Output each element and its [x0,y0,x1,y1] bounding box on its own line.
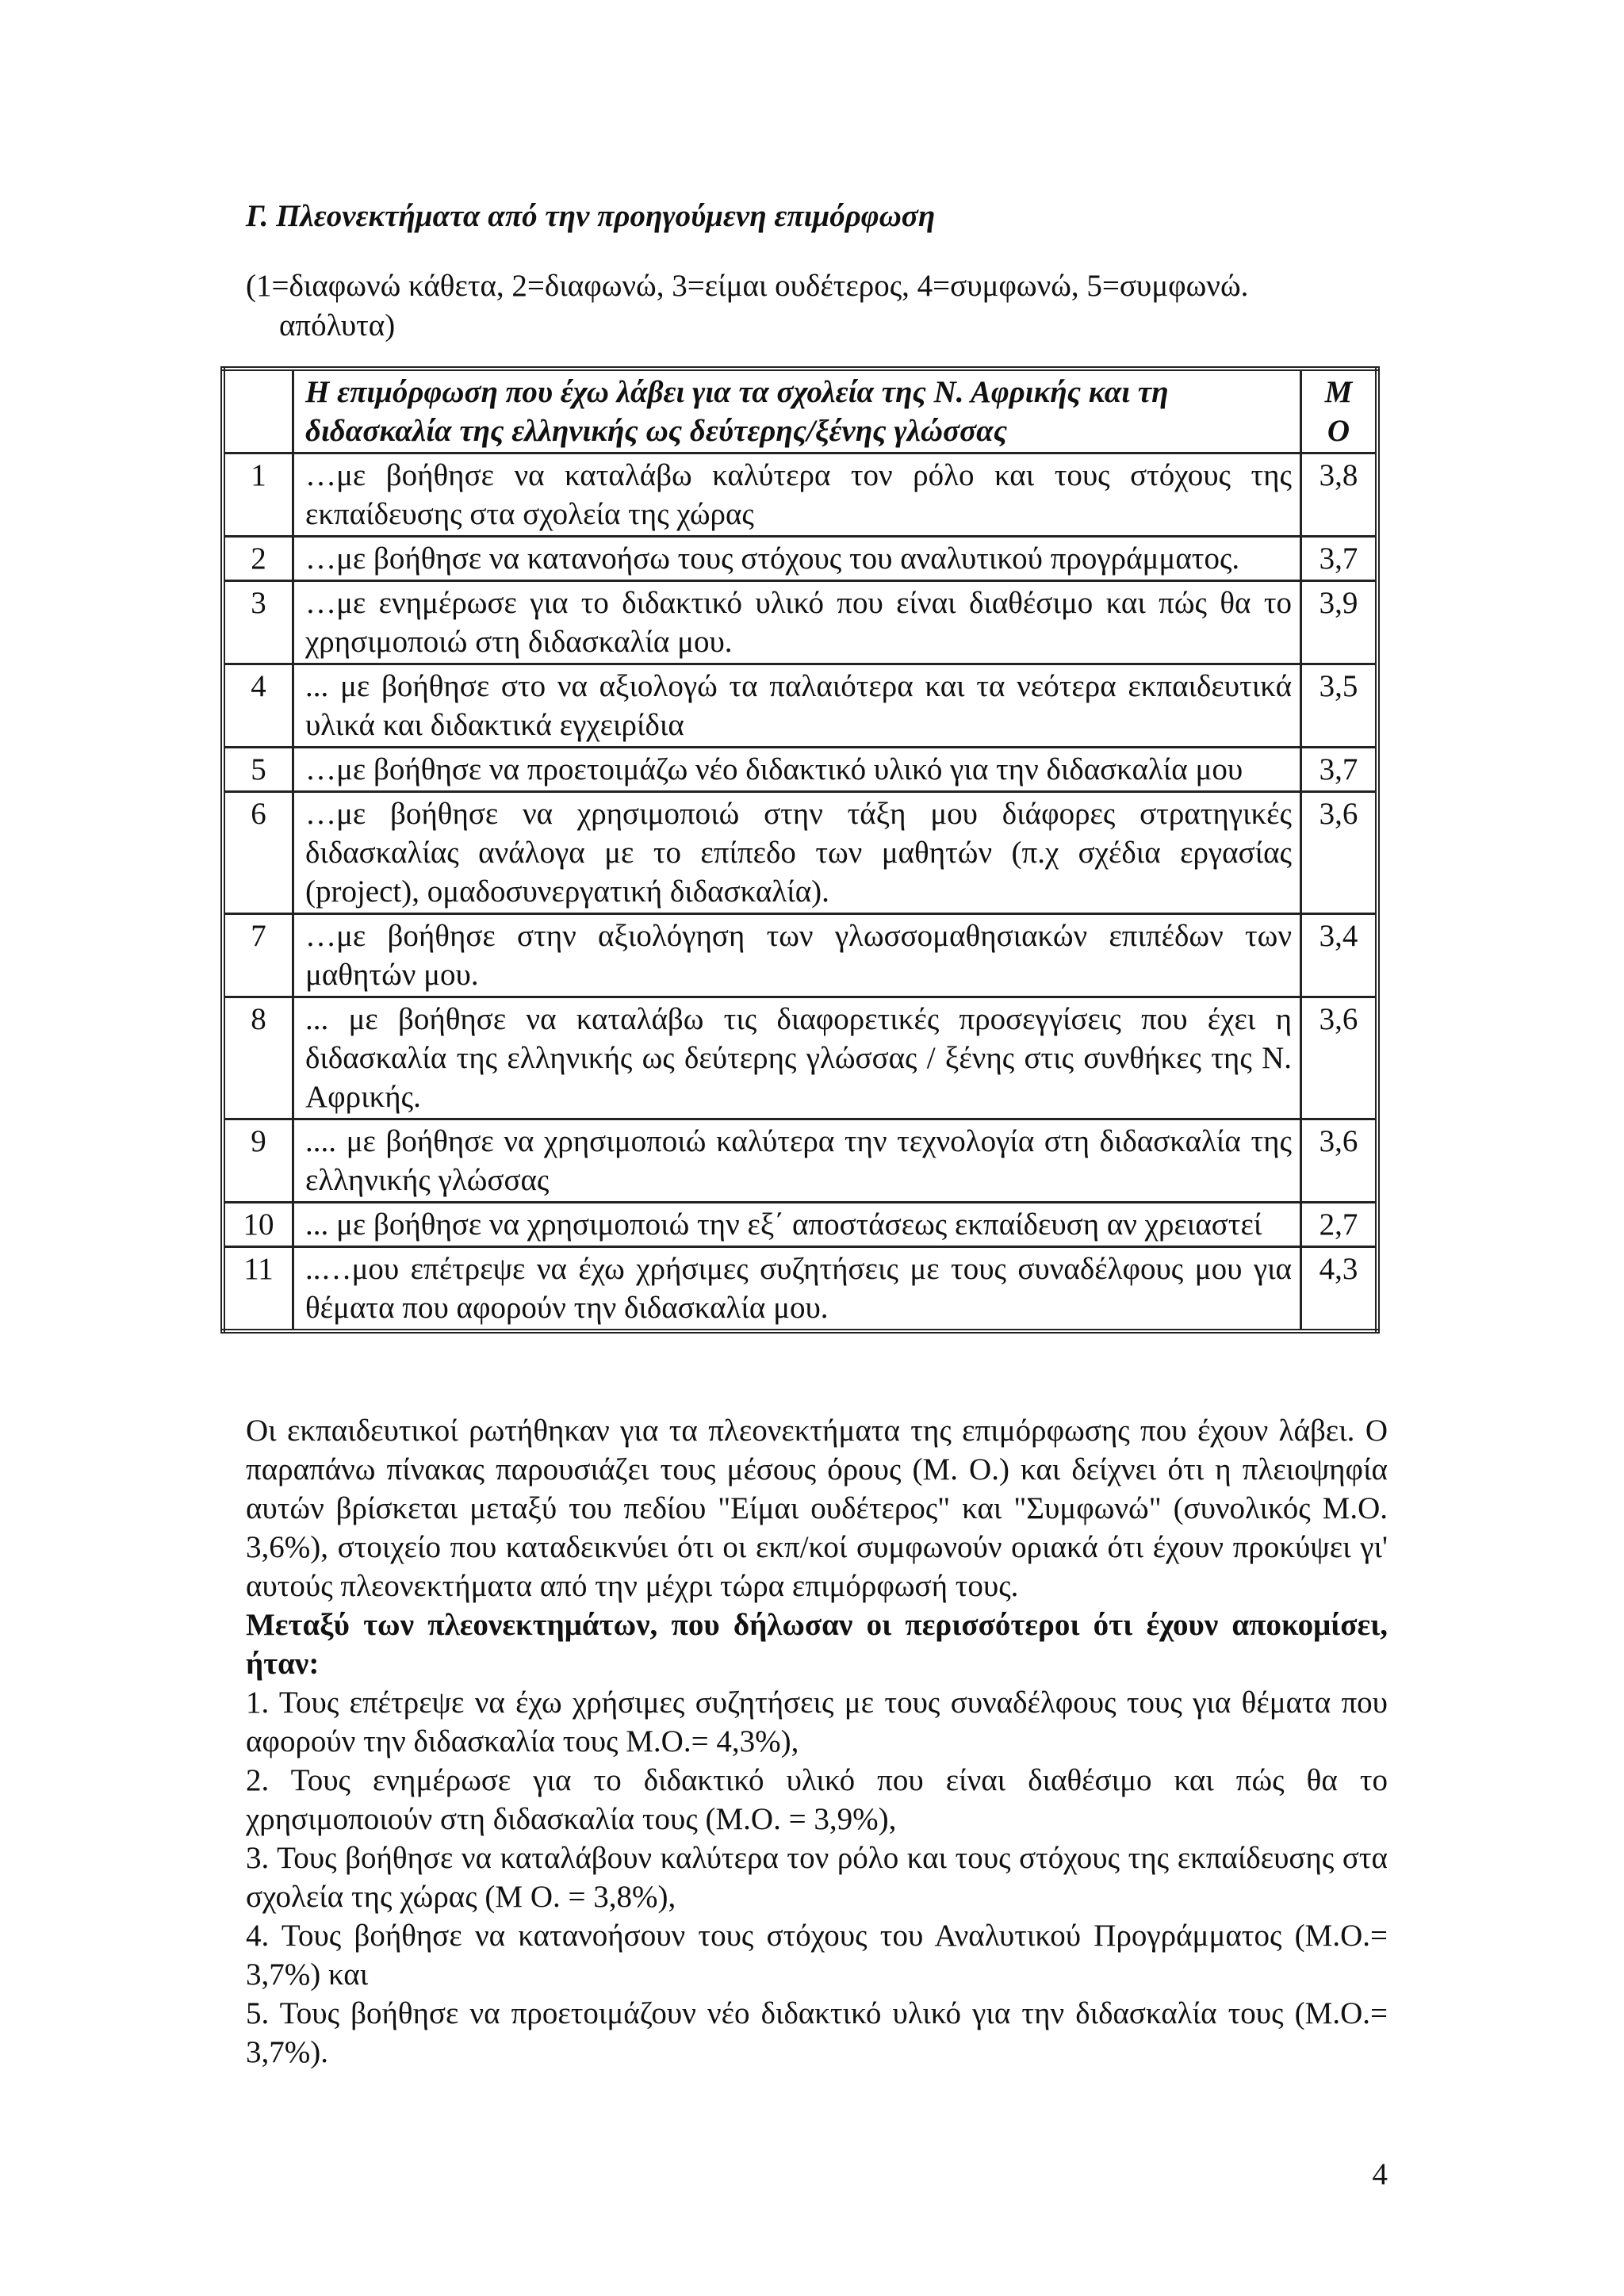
row-mean-cell: 3,7 [1301,748,1378,792]
table-row [223,453,1377,537]
table-row [223,1247,1377,1332]
table-row [223,997,1377,1119]
row-statement-cell: .... με βοήθησε να χρησιμοποιώ καλύτερα την τεχνολογία στη διδασκαλία της ελληνικής γλώσσας [293,1119,1301,1203]
row-statement-cell: …με ενημέρωσε για το διδακτικό υλικό που είναι διαθέσιμο και πώς θα το χρησιμοποιώ στη διδασκαλία μου. [293,581,1301,664]
row-number-cell: 10 [223,1203,293,1247]
row-number-cell: 4 [223,664,293,748]
row-number-cell: 9 [223,1119,293,1203]
table-row [223,792,1377,914]
header-mean-letter-1: Μ [1324,375,1353,409]
row-statement-cell: ... με βοήθησε να χρησιμοποιώ την εξ΄ αποστάσεως εκπαίδευση αν χρειαστεί [293,1203,1301,1247]
row-statement-cell: ... με βοήθησε να καταλάβω τις διαφορετικές προσεγγίσεις που έχει η διδασκαλία της ελληνικής ως δεύτερης γλώσσας / ξένης στις συνθήκες της Ν. Αφρικής. [293,997,1301,1119]
advantages-list [246,1683,1388,2072]
row-statement-cell: …με βοήθησε να χρησιμοποιώ στην τάξη μου διάφορες στρατηγικές διδασκαλίας ανάλογα με το επίπεδο των μαθητών (π.χ σχέδια εργασίας (project), ομαδοσυνεργατική διδασκαλία). [293,792,1301,914]
rating-scale-legend [246,266,1388,346]
summary-paragraph: Οι εκπαιδευτικοί ρωτήθηκαν για τα πλεονεκτήματα της επιμόρφωσης που έχουν λάβει. Ο παραπάνω πίνακας παρουσιάζει τους μέσους όρους (Μ. Ο.) και δείχνει ότι η πλειοψηφία αυτών βρίσκεται μεταξύ του πεδίου "Είμαι ουδέτερος" και "Συμφωνώ" (συνολικός Μ.Ο. 3,6%), στοιχείο που καταδεικνύει ότι οι εκπ/κοί συμφωνούν οριακά ότι έχουν προκύψει γι' αυτούς πλεονεκτήματα από την μέχρι τώρα επιμόρφωσή τους. [246,1414,1388,1603]
advantage-item: 2. Τους ενημέρωσε για το διδακτικό υλικό που είναι διαθέσιμο και πώς θα το χρησιμοποιούν στη διδασκαλία τους (Μ.Ο. = 3,9%), [246,1763,1388,1836]
rating-scale-line-2: απόλυτα) [279,308,396,342]
row-number-cell: 11 [223,1247,293,1332]
table-row [223,537,1377,581]
row-statement-cell: ... με βοήθησε στο να αξιολογώ τα παλαιότερα και τα νεότερα εκπαιδευτικά υλικά και διδακτικά εγχειρίδια [293,664,1301,748]
page-number: 4 [1372,2157,1388,2191]
row-mean-cell: 3,6 [1301,792,1378,914]
table-row [223,1203,1377,1247]
table-row [223,581,1377,664]
results-discussion [246,1411,1388,2072]
row-mean-cell: 3,6 [1301,997,1378,1119]
row-number-cell: 8 [223,997,293,1119]
header-number-cell [223,369,293,453]
row-statement-cell: ..…μου επέτρεψε να έχω χρήσιμες συζητήσεις με τους συναδέλφους μου για θέματα που αφορούν την διδασκαλία μου. [293,1247,1301,1332]
row-number-cell: 2 [223,537,293,581]
row-mean-cell: 3,7 [1301,537,1378,581]
row-statement-cell: …με βοήθησε να προετοιμάζω νέο διδακτικό υλικό για την διδασκαλία μου [293,748,1301,792]
section-heading: Γ. Πλεονεκτήματα από την προηγούμενη επιμόρφωση [246,199,936,233]
row-number-cell: 3 [223,581,293,664]
row-statement-cell: …με βοήθησε στην αξιολόγηση των γλωσσομαθησιακών επιπέδων των μαθητών μου. [293,914,1301,997]
header-mean-letter-2: Ο [1327,414,1350,448]
table-row [223,1119,1377,1203]
advantage-item: 1. Τους επέτρεψε να έχω χρήσιμες συζητήσεις με τους συναδέλφους τους για θέματα που αφορούν την διδασκαλία τους Μ.Ο.= 4,3%), [246,1686,1388,1758]
survey-results-table [220,366,1380,1334]
row-mean-cell: 3,8 [1301,453,1378,537]
row-mean-cell: 4,3 [1301,1247,1378,1332]
row-mean-cell: 3,4 [1301,914,1378,997]
table-row [223,748,1377,792]
table-row [223,664,1377,748]
row-mean-cell: 3,9 [1301,581,1378,664]
table-header-row [223,369,1377,453]
header-mean-cell [1301,369,1378,453]
row-number-cell: 7 [223,914,293,997]
row-statement-cell: …με βοήθησε να καταλάβω καλύτερα τον ρόλο και τους στόχους της εκπαίδευσης στα σχολεία της χώρας [293,453,1301,537]
row-mean-cell: 3,5 [1301,664,1378,748]
row-number-cell: 1 [223,453,293,537]
row-number-cell: 5 [223,748,293,792]
advantage-item: 3. Τους βοήθησε να καταλάβουν καλύτερα τον ρόλο και τους στόχους της εκπαίδευσης στα σχολεία της χώρας (Μ Ο. = 3,8%), [246,1841,1388,1914]
advantages-intro: Μεταξύ των πλεονεκτημάτων, που δήλωσαν οι περισσότεροι ότι έχουν αποκομίσει, ήταν: [246,1608,1388,1681]
advantage-item: 5. Τους βοήθησε να προετοιμάζουν νέο διδακτικό υλικό για την διδασκαλία τους (Μ.Ο.= 3,7%). [246,1996,1388,2069]
row-number-cell: 6 [223,792,293,914]
advantage-item: 4. Τους βοήθησε να κατανοήσουν τους στόχους του Αναλυτικού Προγράμματος (Μ.Ο.= 3,7%) και [246,1919,1388,1992]
table-row [223,914,1377,997]
row-statement-cell: …με βοήθησε να κατανοήσω τους στόχους του αναλυτικού προγράμματος. [293,537,1301,581]
header-statement-cell: Η επιμόρφωση που έχω λάβει για τα σχολεία της Ν. Αφρικής και τη διδασκαλία της ελληνικής ως δεύτερης/ξένης γλώσσας [293,369,1301,453]
row-mean-cell: 2,7 [1301,1203,1378,1247]
rating-scale-line-1: (1=διαφωνώ κάθετα, 2=διαφωνώ, 3=είμαι ουδέτερος, 4=συμφωνώ, 5=συμφωνώ. [246,269,1249,303]
row-mean-cell: 3,6 [1301,1119,1378,1203]
